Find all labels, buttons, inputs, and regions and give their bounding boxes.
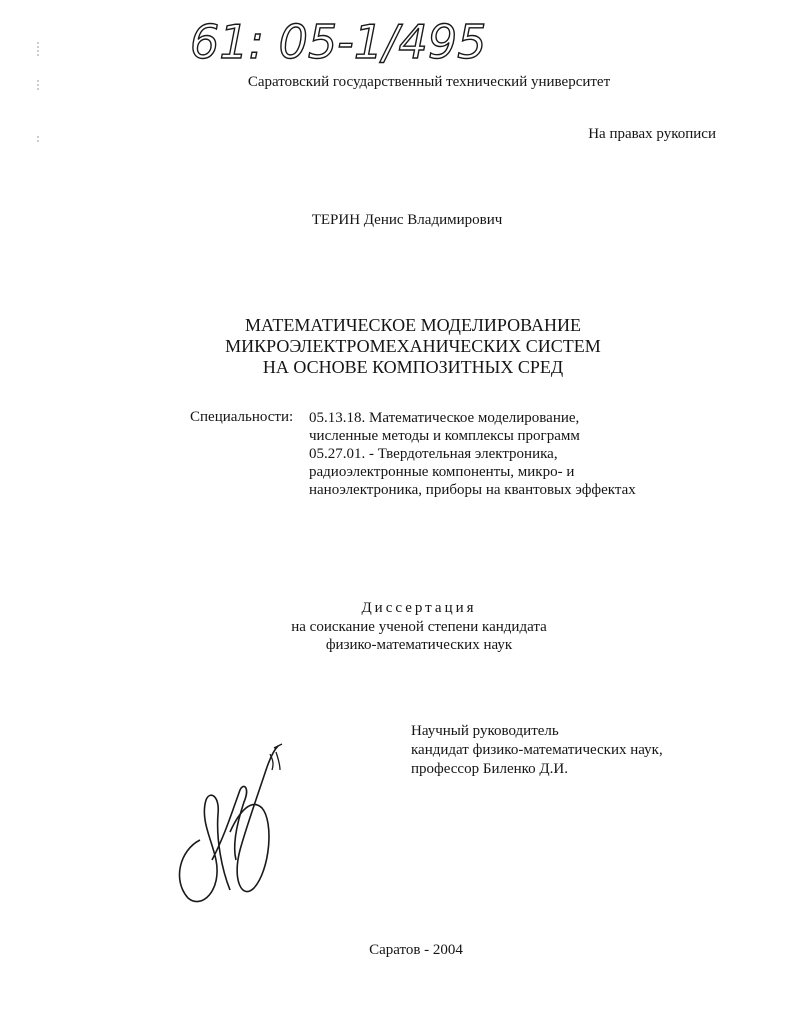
specialty-line: численные методы и комплексы программ [309, 428, 580, 444]
margin-scan-marks [34, 40, 42, 160]
author-name: ТЕРИН Денис Владимирович [311, 212, 503, 228]
dissertation-degree-line: на соискание ученой степени кандидата [291, 619, 547, 635]
specialties-label: Специальности: [190, 409, 294, 425]
specialty-line: радиоэлектронные компоненты, микро- и [309, 464, 575, 480]
specialties-list [309, 409, 636, 499]
title-line: МАТЕМАТИЧЕСКОЕ МОДЕЛИРОВАНИЕ [244, 315, 582, 335]
handwritten-number-text: 61: 05-1/495 [190, 15, 487, 69]
title-line: МИКРОЭЛЕКТРОМЕХАНИЧЕСКИХ СИСТЕМ [225, 336, 601, 356]
manuscript-rights-note: На правах рукописи [588, 126, 716, 142]
handwritten-signature [170, 740, 290, 910]
handwritten-number-drawing [186, 10, 566, 72]
scan-marks-drawing [34, 40, 42, 160]
city-and-year: Саратов - 2004 [369, 942, 463, 958]
advisor-line: кандидат физико-математических наук, [411, 742, 663, 758]
specialty-line: 05.27.01. - Твердотельная электроника, [309, 446, 558, 462]
university-name: Саратовский государственный технический университет [247, 74, 611, 90]
dissertation-heading: Диссертация [361, 600, 477, 616]
advisor-line: Научный руководитель [411, 723, 559, 739]
scientific-advisor [411, 722, 663, 779]
specialty-line: 05.13.18. Математическое моделирование, [309, 410, 580, 426]
title-line: НА ОСНОВЕ КОМПОЗИТНЫХ СРЕД [262, 357, 564, 377]
dissertation-degree-line: физико-математических наук [325, 637, 513, 653]
dissertation-title [16, 315, 794, 378]
specialty-line: наноэлектроника, приборы на квантовых эффектах [309, 482, 636, 498]
handwritten-registration-number [186, 10, 566, 72]
advisor-line: профессор Биленко Д.И. [411, 761, 568, 777]
signature-drawing [170, 740, 290, 910]
